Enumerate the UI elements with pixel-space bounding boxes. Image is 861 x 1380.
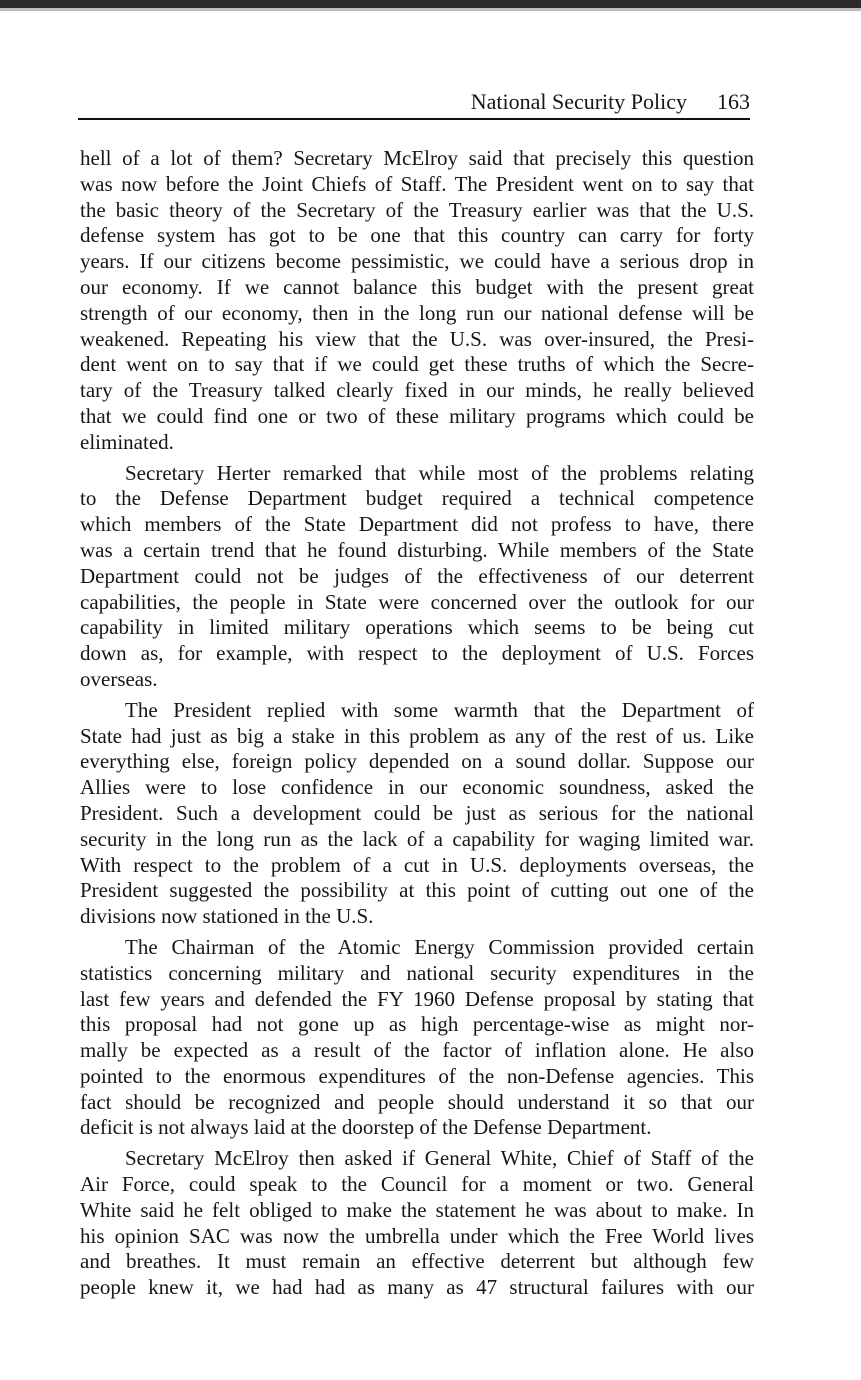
text-line: which members of the State Department did not profess to have, there bbox=[80, 512, 754, 537]
text-line: deficit is not always laid at the doorstep of the Defense Department. bbox=[80, 1115, 652, 1140]
running-title: National Security Policy bbox=[470, 89, 687, 114]
text-line: The Chairman of the Atomic Energy Commission provided certain bbox=[125, 934, 754, 959]
scan-top-edge bbox=[0, 0, 861, 8]
text-line: last few years and defended the FY 1960 Defense proposal by stating that bbox=[80, 986, 754, 1011]
text-line: President. Such a development could be just as serious for the national bbox=[80, 800, 754, 825]
text-line: Department could not be judges of the effectiveness of our deterrent bbox=[80, 563, 754, 588]
text-line: the basic theory of the Secretary of the Treasury earlier was that the U.S. bbox=[80, 197, 754, 222]
text-line: overseas. bbox=[80, 666, 158, 691]
text-line: Allies were to lose confidence in our economic soundness, asked the bbox=[80, 775, 754, 800]
text-line: was a certain trend that he found disturbing. While members of the State bbox=[80, 537, 754, 562]
text-line: Secretary McElroy then asked if General White, Chief of Staff of the bbox=[125, 1146, 754, 1171]
text-line: White said he felt obliged to make the statement he was about to make. In bbox=[80, 1197, 754, 1222]
text-line: this proposal had not gone up as high percentage-wise as might nor- bbox=[80, 1012, 754, 1037]
text-line: State had just as big a stake in this problem as any of the rest of us. Like bbox=[80, 723, 754, 748]
text-line: and breathes. It must remain an effective deterrent but although few bbox=[80, 1249, 754, 1274]
text-line: dent went on to say that if we could get these truths of which the Secre- bbox=[80, 352, 754, 377]
text-line: President suggested the possibility at this point of cutting out one of the bbox=[80, 878, 754, 903]
text-line: that we could find one or two of these military programs which could be bbox=[80, 403, 754, 428]
text-line: divisions now stationed in the U.S. bbox=[80, 904, 374, 929]
text-line: his opinion SAC was now the umbrella under which the Free World lives bbox=[80, 1223, 754, 1248]
text-line: was now before the Joint Chiefs of Staff. The President went on to say that bbox=[80, 171, 754, 196]
text-line: capability in limited military operations which seems to be being cut bbox=[80, 615, 754, 640]
text-line: everything else, foreign policy depended on a sound dollar. Suppose our bbox=[80, 749, 754, 774]
text-line: strength of our economy, then in the long run our national defense will be bbox=[80, 300, 754, 325]
text-line: years. If our citizens become pessimistic, we could have a serious drop in bbox=[80, 249, 754, 274]
page-number: 163 bbox=[717, 89, 750, 114]
text-line: The President replied with some warmth that the Department of bbox=[125, 697, 754, 722]
text-line: statistics concerning military and national security expenditures in the bbox=[80, 960, 754, 985]
text-line: to the Defense Department budget required a technical competence bbox=[80, 486, 754, 511]
text-line: down as, for example, with respect to the deployment of U.S. Forces bbox=[80, 641, 754, 666]
text-line: capabilities, the people in State were concerned over the outlook for our bbox=[80, 589, 754, 614]
text-line: tary of the Treasury talked clearly fixed in our minds, he really believed bbox=[80, 378, 754, 403]
text-line: fact should be recognized and people should understand it so that our bbox=[80, 1089, 754, 1114]
paragraph-2 bbox=[80, 461, 754, 693]
body-text bbox=[80, 146, 754, 1301]
text-line: Air Force, could speak to the Council for a moment or two. General bbox=[80, 1172, 754, 1197]
text-line: hell of a lot of them? Secretary McElroy said that precisely this question bbox=[80, 146, 754, 170]
text-line: weakened. Repeating his view that the U.S. was over-insured, the Presi- bbox=[80, 326, 754, 351]
paragraph-1 bbox=[80, 146, 754, 456]
paragraph-5 bbox=[80, 1146, 754, 1301]
text-line: people knew it, we had had as many as 47 structural failures with our bbox=[80, 1275, 754, 1300]
text-line: mally be expected as a result of the factor of inflation alone. He also bbox=[80, 1038, 754, 1063]
text-line: our economy. If we cannot balance this budget with the present great bbox=[80, 274, 754, 299]
paragraph-4 bbox=[80, 935, 754, 1141]
text-line: eliminated. bbox=[80, 429, 174, 454]
paragraph-3 bbox=[80, 698, 754, 930]
running-header bbox=[78, 88, 750, 120]
text-line: security in the long run as the lack of a capability for waging limited war. bbox=[80, 826, 754, 851]
text-line: pointed to the enormous expenditures of the non-Defense agencies. This bbox=[80, 1063, 754, 1088]
text-line: Secretary Herter remarked that while most of the problems relating bbox=[125, 460, 754, 485]
text-line: defense system has got to be one that this country can carry for forty bbox=[80, 223, 754, 248]
scan-top-edge-shadow bbox=[0, 8, 861, 11]
text-line: With respect to the problem of a cut in U.S. deployments overseas, the bbox=[80, 852, 754, 877]
